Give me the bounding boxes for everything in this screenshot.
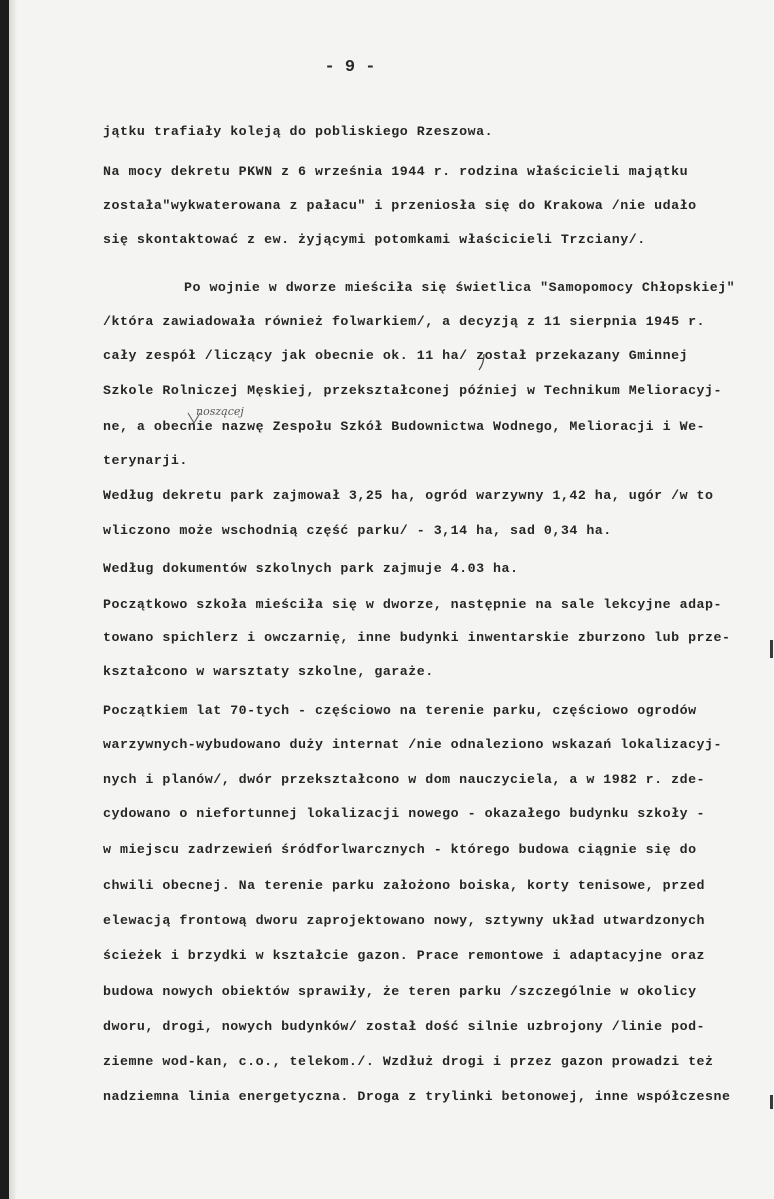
text-line: terynarji. — [103, 453, 188, 468]
text-line: Początkiem lat 70-tych - częściowo na terenie parku, częściowo ogrodów — [103, 703, 697, 718]
scan-edge-mark — [770, 640, 773, 658]
text-line: ne, a obecnie nazwę Zespołu Szkół Budownictwa Wodnego, Melioracji i We- — [103, 419, 706, 434]
text-line: Według dekretu park zajmował 3,25 ha, ogród warzywny 1,42 ha, ugór /w to — [103, 488, 714, 503]
scan-left-shadow — [9, 0, 17, 1199]
text-line: się skontaktować z ew. żyjącymi potomkami właścicieli Trzciany/. — [103, 232, 646, 247]
text-line: towano spichlerz i owczarnię, inne budynki inwentarskie zburzono lub prze- — [103, 630, 731, 645]
text-line: jątku trafiały koleją do pobliskiego Rzeszowa. — [103, 124, 494, 139]
text-line: budowa nowych obiektów sprawiły, że teren parku /szczególnie w okolicy — [103, 984, 697, 999]
text-line: warzywnych-wybudowano duży internat /nie odnaleziono wskazań lokalizacyj- — [103, 737, 722, 752]
scan-edge-mark — [770, 1095, 773, 1109]
text-line: elewacją frontową dworu zaprojektowano nowy, sztywny układ utwardzonych — [103, 913, 706, 928]
text-line: Początkowo szkoła mieściła się w dworze, następnie na sale lekcyjne adap- — [103, 597, 722, 612]
handwritten-insert: noszącej — [196, 405, 244, 418]
text-line: Na mocy dekretu PKWN z 6 września 1944 r. rodzina właścicieli majątku — [103, 164, 689, 179]
scan-left-border — [0, 0, 9, 1199]
text-line: /która zawiadowała również folwarkiem/, a decyzją z 11 sierpnia 1945 r. — [103, 314, 706, 329]
text-line: kształcono w warsztaty szkolne, garaże. — [103, 664, 434, 679]
text-line: w miejscu zadrzewień śródforlwarcznych - którego budowa ciągnie się do — [103, 842, 697, 857]
handwritten-comma-mark — [478, 352, 486, 372]
text-line: cały zespół /liczący jak obecnie ok. 11 ha/ został przekazany Gminnej — [103, 348, 689, 363]
text-line: wliczono może wschodnią część parku/ - 3,14 ha, sad 0,34 ha. — [103, 523, 612, 538]
text-line: nych i planów/, dwór przekształcono w dom nauczyciela, a w 1982 r. zde- — [103, 772, 706, 787]
page-number: - 9 - — [324, 58, 376, 77]
text-line: nadziemna linia energetyczna. Droga z trylinki betonowej, inne współczesne — [103, 1089, 731, 1104]
text-line: Według dokumentów szkolnych park zajmuje 4.03 ha. — [103, 561, 519, 576]
text-line: dworu, drogi, nowych budynków/ został dość silnie uzbrojony /linie pod- — [103, 1019, 706, 1034]
text-line: chwili obecnej. Na terenie parku założono boiska, korty tenisowe, przed — [103, 878, 706, 893]
text-line: cydowano o niefortunnej lokalizacji nowego - okazałego budynku szkoły - — [103, 806, 706, 821]
text-line: ziemne wod-kan, c.o., telekom./. Wzdłuż drogi i przez gazon prowadzi też — [103, 1054, 714, 1069]
text-line: ścieżek i brzydki w kształcie gazon. Prace remontowe i adaptacyjne oraz — [103, 948, 706, 963]
text-line: została"wykwaterowana z pałacu" i przeniosła się do Krakowa /nie udało — [103, 198, 697, 213]
text-line-indented: Po wojnie w dworze mieściła się świetlica "Samopomocy Chłopskiej" — [184, 280, 736, 295]
text-line: Szkole Rolniczej Męskiej, przekształconej później w Technikum Melioracyj- — [103, 383, 722, 398]
insert-caret-mark — [186, 411, 204, 425]
